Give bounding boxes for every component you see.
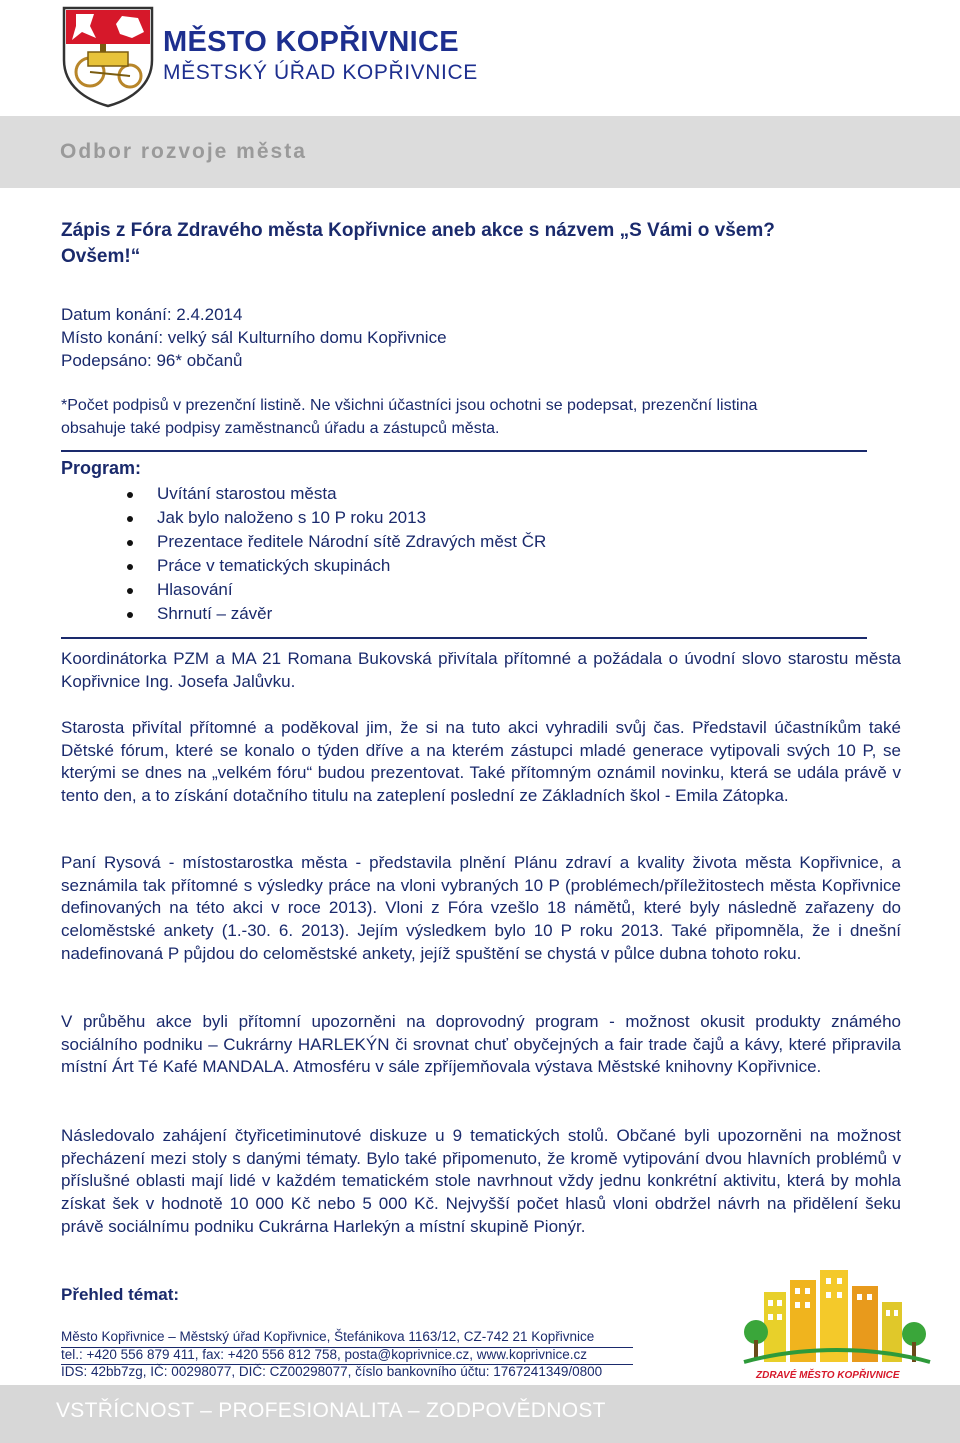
- program-heading: Program:: [61, 458, 142, 478]
- paragraph-mayor: Starosta přivítal přítomné a poděkoval jim, že si na tuto akci vyhradili svůj čas. Představil účastníkům také Dětské fórum, které se konalo o týden dříve a na kterém zástupci mladé generace vytipovali svých 10 P, se kterými se dnes na „velkém fóru“ budou prezentovat. Také přítomným oznámil novinku, která se udála právě v tento den, a to získání dotačního titulu na zateplení poslední ze Základních škol - Emila Zátopka.: [61, 718, 901, 806]
- program-item: Práce v tematických skupinách: [120, 554, 546, 578]
- healthy-city-logo-text: ZDRAVÉ MĚSTO KOPŘIVNICE: [756, 1370, 900, 1381]
- divider-top: [61, 450, 867, 452]
- document-title: [61, 218, 901, 270]
- paragraph-discussion: Následovalo zahájení čtyřicetiminutové diskuze u 9 tematických stolů. Občané byli upozorněni na možnost přecházení mezi stoly s danými tématy. Bylo také připomenuto, že kromě vytipování dvou hlavních problémů v příslušné oblasti mají lidé v každém tematickém stole navrhnout vždy jednu konkrétní aktivitu, která by mohla získat šek v hodnotě 10 000 Kč nebo 5 000 Kč. Nejvyšší počet hlasů vloni obdržel návrh na přidělení šeku právě sociálnímu podniku Cukrárna Harlekýn a místní skupině Pionýr.: [61, 1126, 901, 1236]
- footer-address: Město Kopřivnice – Městský úřad Kopřivnice, Štefánikova 1163/12, CZ-742 21 Kopřivnice: [61, 1329, 595, 1344]
- organization-subtitle: MĚSTSKÝ ÚŘAD KOPŘIVNICE: [163, 61, 478, 84]
- program-item: Uvítání starostou města: [120, 482, 546, 506]
- paragraph-deputy-mayor: Paní Rysová - místostarostka města - představila plnění Plánu zdraví a kvality života města Kopřivnice, a seznámila tak přítomné s výsledky práce na vloni vybraných 10 P (problémech/příležitostech města Kopřivnice definovaných na této akci v roce 2013). Vloni z Fóra vzešlo 18 námětů, které byly následně zařazeny do celoměstské ankety (1.-30. 6. 2013). Jejím výsledkem bylo 10 P roku 2013. Také připomněla, že i dnešní nadefinovaná P půjdou do celoměstské ankety, jejíž spuštění se chystá v půlce dubna tohoto roku.: [61, 853, 901, 963]
- paragraph-welcome: Koordinátorka PZM a MA 21 Romana Bukovská přivítala přítomné a požádala o úvodní slovo starostu města Kopřivnice Ing. Josefa Jalůvku.: [61, 649, 901, 691]
- program-item: Shrnutí – závěr: [120, 602, 546, 626]
- event-place: Místo konání: velký sál Kulturního domu Kopřivnice: [61, 328, 447, 347]
- signature-note-line-2: obsahuje také podpisy zaměstnanců úřadu a zástupců města.: [61, 420, 500, 437]
- footer-contacts: tel.: +420 556 879 411, fax: +420 556 812 758, posta@koprivnice.cz, www.koprivnice.cz: [61, 1347, 588, 1362]
- signature-note: [61, 394, 901, 440]
- overview-heading: Přehled témat:: [61, 1285, 180, 1304]
- program-item: Prezentace ředitele Národní sítě Zdravých měst ČR: [120, 530, 546, 554]
- event-signed-count: Podepsáno: 96* občanů: [61, 351, 243, 370]
- slogan-text: VSTŘÍCNOST – PROFESIONALITA – ZODPOVĚDNOST: [56, 1399, 606, 1422]
- program-list: [120, 482, 546, 626]
- paragraph-accompanying-program: V průběhu akce byli přítomní upozorněni na doprovodný program - možnost okusit produkty známého sociálního podniku – Cukrárny HARLEKÝN či srovnat chuť obyčejných a fair trade čajů a kávy, které připravila místní Árt Té Kafé MANDALA. Atmosféru v sále zpříjemňovala výstava Městské knihovny Kopřivnice.: [61, 1012, 901, 1077]
- divider-bottom: [61, 637, 867, 639]
- healthy-city-logo: [742, 1262, 932, 1384]
- event-date: Datum konání: 2.4.2014: [61, 305, 243, 324]
- city-crest-logo: [60, 4, 156, 108]
- footer-ids: IDS: 42bb7zg, IČ: 00298077, DIČ: CZ00298077, číslo bankovního účtu: 1767241349/0800: [61, 1364, 603, 1379]
- department-name: Odbor rozvoje města: [60, 140, 307, 163]
- program-item: Jak bylo naloženo s 10 P roku 2013: [120, 506, 546, 530]
- title-line-2: Ovšem!“: [61, 246, 141, 267]
- organization-name: MĚSTO KOPŘIVNICE: [163, 26, 459, 58]
- signature-note-line-1: *Počet podpisů v prezenční listině. Ne všichni účastníci jsou ochotni se podepsat, prezenční listina: [61, 397, 758, 414]
- title-line-1: Zápis z Fóra Zdravého města Kopřivnice aneb akce s názvem „S Vámi o všem?: [61, 220, 775, 241]
- slogan-banner: [0, 1385, 960, 1443]
- program-item: Hlasování: [120, 578, 546, 602]
- department-banner: [0, 116, 960, 188]
